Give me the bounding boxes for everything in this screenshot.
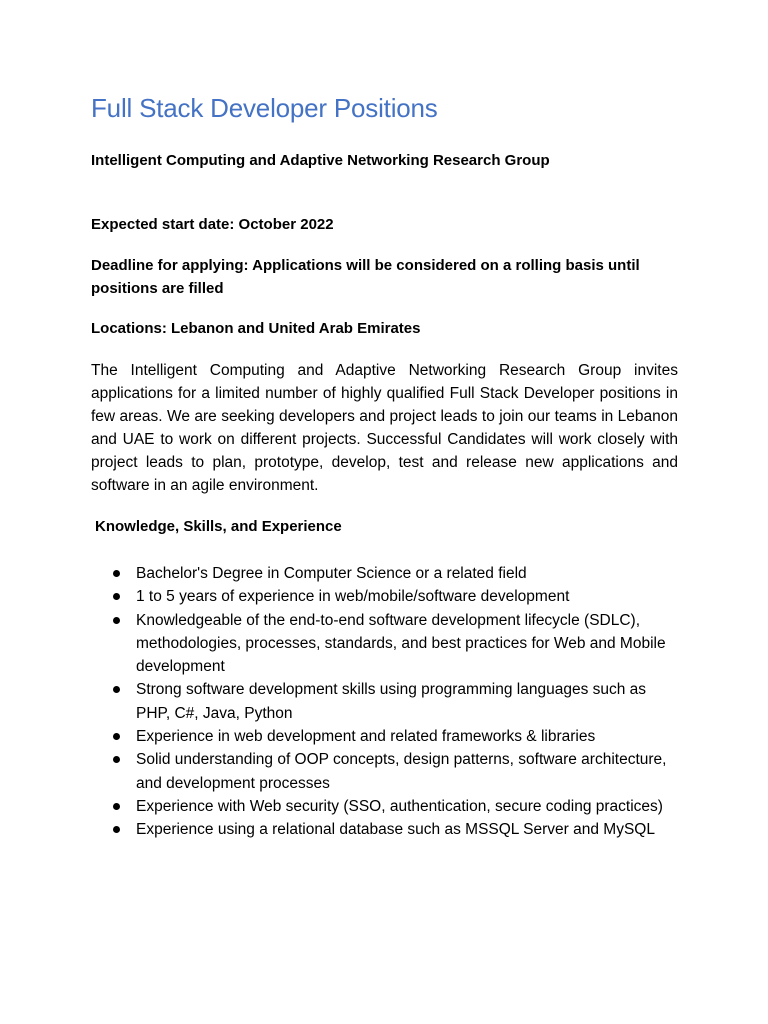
bullet-icon: [113, 617, 120, 624]
intro-paragraph: The Intelligent Computing and Adaptive Networking Research Group invites applications for a limited number of highly qualified Full Stack Developer positions in few areas. We are seeking developers and project leads to join our teams in Lebanon and UAE to work on different projects. Successful Candidates will work closely with project leads to plan, prototype, develop, test and release new applications and software in an agile environment.: [91, 362, 678, 494]
list-item-text: Bachelor's Degree in Computer Science or a related field: [136, 565, 527, 582]
list-item: [91, 748, 678, 795]
bullet-icon: [113, 570, 120, 577]
list-item: [91, 609, 678, 679]
list-item-text: Solid understanding of OOP concepts, design patterns, software architecture, and development processes: [136, 751, 667, 792]
list-item: [91, 795, 678, 818]
bullet-icon: [113, 826, 120, 833]
research-group-name: Intelligent Computing and Adaptive Networking Research Group: [91, 152, 550, 169]
bullet-icon: [113, 686, 120, 693]
list-item: [91, 678, 678, 725]
requirements-list: [91, 562, 678, 842]
bullet-icon: [113, 756, 120, 763]
list-item-text: Experience using a relational database such as MSSQL Server and MySQL: [136, 821, 655, 839]
list-item-text: Experience in web development and related frameworks & libraries: [136, 728, 596, 746]
list-item-text: Strong software development skills using programming languages such as PHP, C#, Java, Python: [136, 681, 647, 722]
list-item-text: 1 to 5 years of experience in web/mobile/software development: [136, 588, 570, 606]
bullet-icon: [113, 733, 120, 740]
list-item: [91, 818, 678, 841]
list-item: [91, 585, 678, 608]
bullet-icon: [113, 593, 120, 600]
section-heading-knowledge-skills: Knowledge, Skills, and Experience: [95, 518, 342, 535]
list-item: [91, 725, 678, 748]
list-item: [91, 562, 678, 585]
page-title: Full Stack Developer Positions: [91, 93, 438, 123]
expected-start-date: Expected start date: October 2022: [91, 216, 334, 233]
list-item-text: Knowledgeable of the end-to-end software development lifecycle (SDLC), methodologies, processes, standards, and best practices for Web and Mobile development: [136, 611, 666, 676]
bullet-icon: [113, 803, 120, 810]
locations: Locations: Lebanon and United Arab Emirates: [91, 320, 421, 337]
list-item-text: Experience with Web security (SSO, authentication, secure coding practices): [136, 797, 663, 815]
application-deadline: Deadline for applying: Applications will be considered on a rolling basis until positions are filled: [91, 257, 640, 297]
